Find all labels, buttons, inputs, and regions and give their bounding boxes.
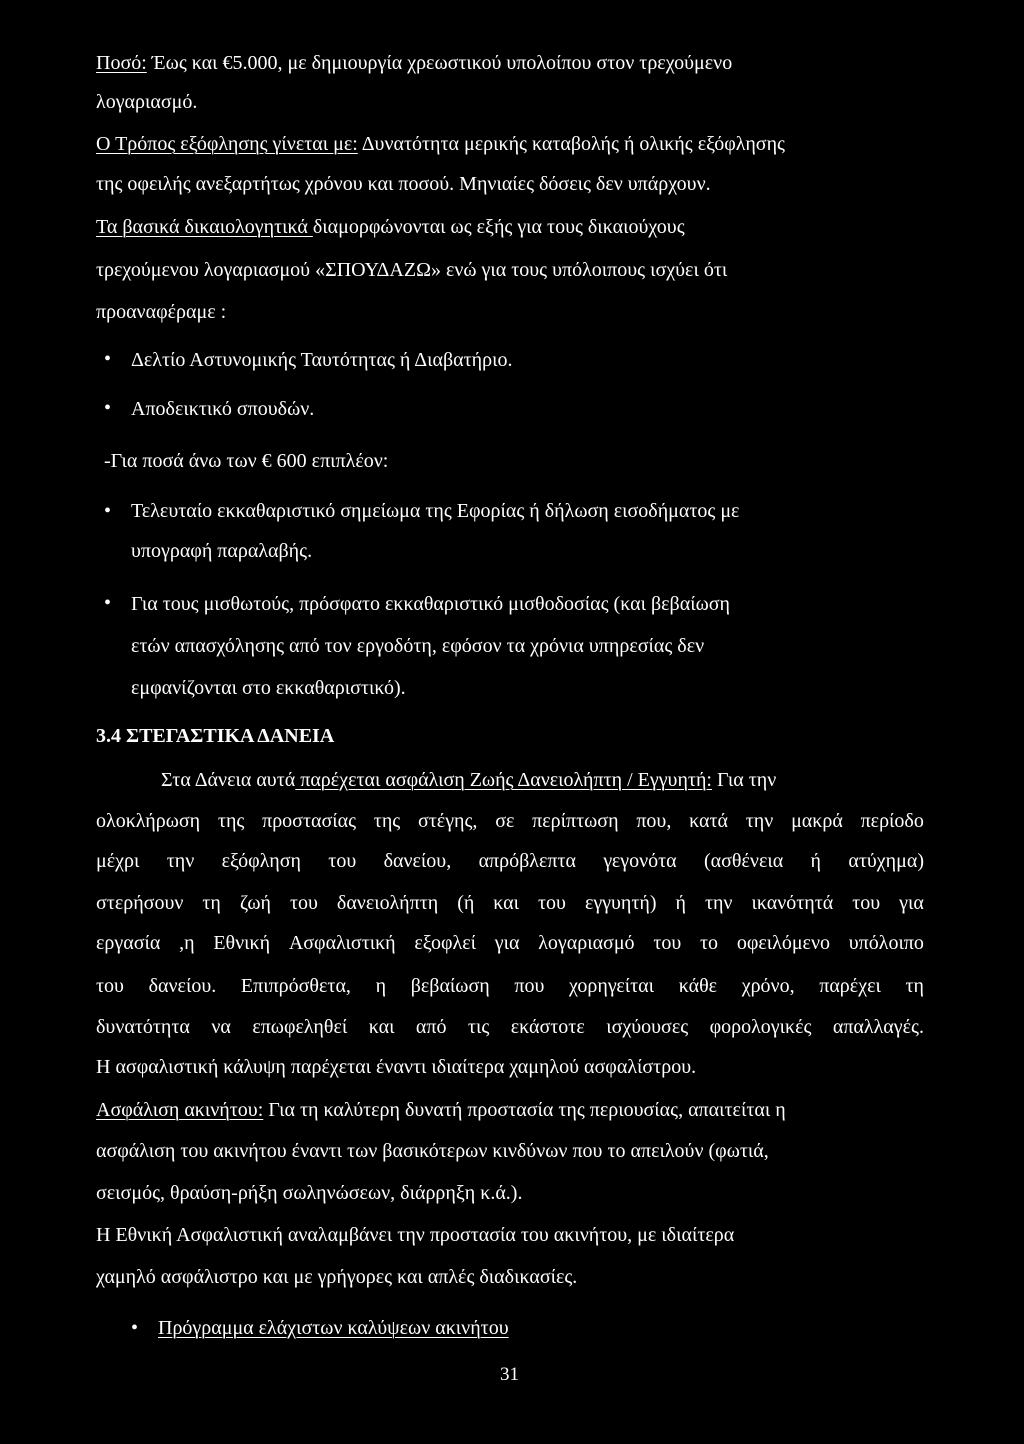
list-item-salary-line-1: Για τους μισθωτούς, πρόσφατο εκκαθαριστικό μισθοδοσίας (και βεβαίωση [131, 593, 730, 615]
list-item-id: Δελτίο Αστυνομικής Ταυτότητας ή Διαβατήριο. [131, 349, 513, 371]
repayment-label: Ο Τρόπος εξόφλησης γίνεται με: [96, 133, 358, 155]
bullet-icon: • [104, 500, 112, 522]
loan-line-6: του δανείου. Επιπρόσθετα, η βεβαίωση που χορηγείται κάθε χρόνο, παρέχει τη [96, 975, 924, 997]
list-item-tax-line-1: Τελευταίο εκκαθαριστικό σημείωμα της Εφορίας ή δήλωση εισοδήματος με [131, 500, 740, 522]
loan-line-8: Η ασφαλιστική κάλυψη παρέχεται έναντι ιδιαίτερα χαμηλού ασφαλίστρου. [96, 1056, 697, 1078]
property-line-3: σεισμός, θραύση-ρήξη σωληνώσεων, διάρρηξη κ.ά.). [96, 1182, 523, 1204]
amount-text: Έως και €5.000, με δημιουργία χρεωστικού υπολοίπου στον τρεχούμενο [146, 52, 733, 74]
documents-line-2: τρεχούμενου λογαριασμού «ΣΠΟΥΔΑΖΩ» ενώ για τους υπόλοιπους ισχύει ότι [96, 259, 728, 281]
amount-line-2: λογαριασμό. [96, 91, 198, 113]
loan-line-1 [161, 767, 776, 793]
property-insurance-label: Ασφάλιση ακινήτου: [96, 1099, 264, 1121]
loan-line-2: ολοκλήρωση της προστασίας της στέγης, σε περίπτωση που, κατά την μακρά περίοδο [96, 810, 924, 832]
bullet-icon: • [131, 1317, 139, 1339]
amount-line-1 [96, 50, 732, 76]
bullet-icon: • [104, 348, 112, 370]
national-line-2: χαμηλό ασφάλιστρο και με γρήγορες και απλές διαδικασίες. [96, 1266, 578, 1288]
section-heading: 3.4 ΣΤΕΓΑΣΤΙΚΑ ΔΑΝΕΙΑ [96, 725, 335, 747]
loan-lead: Στα Δάνεια αυτά [161, 769, 296, 791]
loan-lead-end: Για την [711, 769, 777, 791]
bullet-icon: • [104, 397, 112, 419]
list-item-tax-line-2: υπογραφή παραλαβής. [131, 540, 313, 562]
loan-line-4: στερήσουν τη ζωή του δανειολήπτη (ή και του εγγυητή) ή την ικανότητά του για [96, 892, 924, 914]
loan-line-5: εργασία ,η Εθνική Ασφαλιστική εξοφλεί για λογαριασμό του το οφειλόμενο υπόλοιπο [96, 932, 924, 954]
page-number: 31 [500, 1364, 519, 1385]
loan-line-7: δυνατότητα να επωφεληθεί και από τις εκάστοτε ισχύουσες φορολογικές απαλλαγές. [96, 1016, 924, 1038]
loan-line-3: μέχρι την εξόφληση του δανείου, απρόβλεπτα γεγονότα (ασθένεια ή ατύχημα) [96, 850, 924, 872]
documents-label: Τα βασικά δικαιολογητικά [96, 216, 313, 238]
extra-docs-heading: -Για ποσά άνω των € 600 επιπλέον: [104, 450, 389, 472]
documents-text: διαμορφώνονται ως εξής για τους δικαιούχους [312, 216, 685, 238]
repayment-line-2: της οφειλής ανεξαρτήτως χρόνου και ποσού. Μηνιαίες δόσεις δεν υπάρχουν. [96, 173, 711, 195]
documents-line-1 [96, 214, 685, 240]
property-text: Για τη καλύτερη δυνατή προστασία της περιουσίας, απαιτείται η [263, 1099, 786, 1121]
list-item-studies: Αποδεικτικό σπουδών. [131, 398, 315, 420]
property-line-2: ασφάλιση του ακινήτου έναντι των βασικότερων κινδύνων που το απειλούν (φωτιά, [96, 1140, 769, 1162]
program-link: Πρόγραμμα ελάχιστων καλύψεων ακινήτου [158, 1317, 509, 1339]
list-item-salary-line-2: ετών απασχόλησης από τον εργοδότη, εφόσον τα χρόνια υπηρεσίας δεν [131, 635, 705, 657]
bullet-icon: • [104, 592, 112, 614]
amount-label: Ποσό: [96, 52, 147, 74]
national-line-1: Η Εθνική Ασφαλιστική αναλαμβάνει την προστασία του ακινήτου, με ιδιαίτερα [96, 1224, 735, 1246]
list-item-salary-line-3: εμφανίζονται στο εκκαθαριστικό). [131, 677, 406, 699]
documents-line-3: προαναφέραμε : [96, 301, 227, 323]
repayment-text: Δυνατότητα μερικής καταβολής ή ολικής εξόφλησης [357, 133, 785, 155]
property-line-1 [96, 1097, 786, 1123]
repayment-line-1 [96, 131, 785, 157]
loan-insurance-label: παρέχεται ασφάλιση Ζωής Δανειολήπτη / Εγγυητή: [295, 769, 712, 791]
